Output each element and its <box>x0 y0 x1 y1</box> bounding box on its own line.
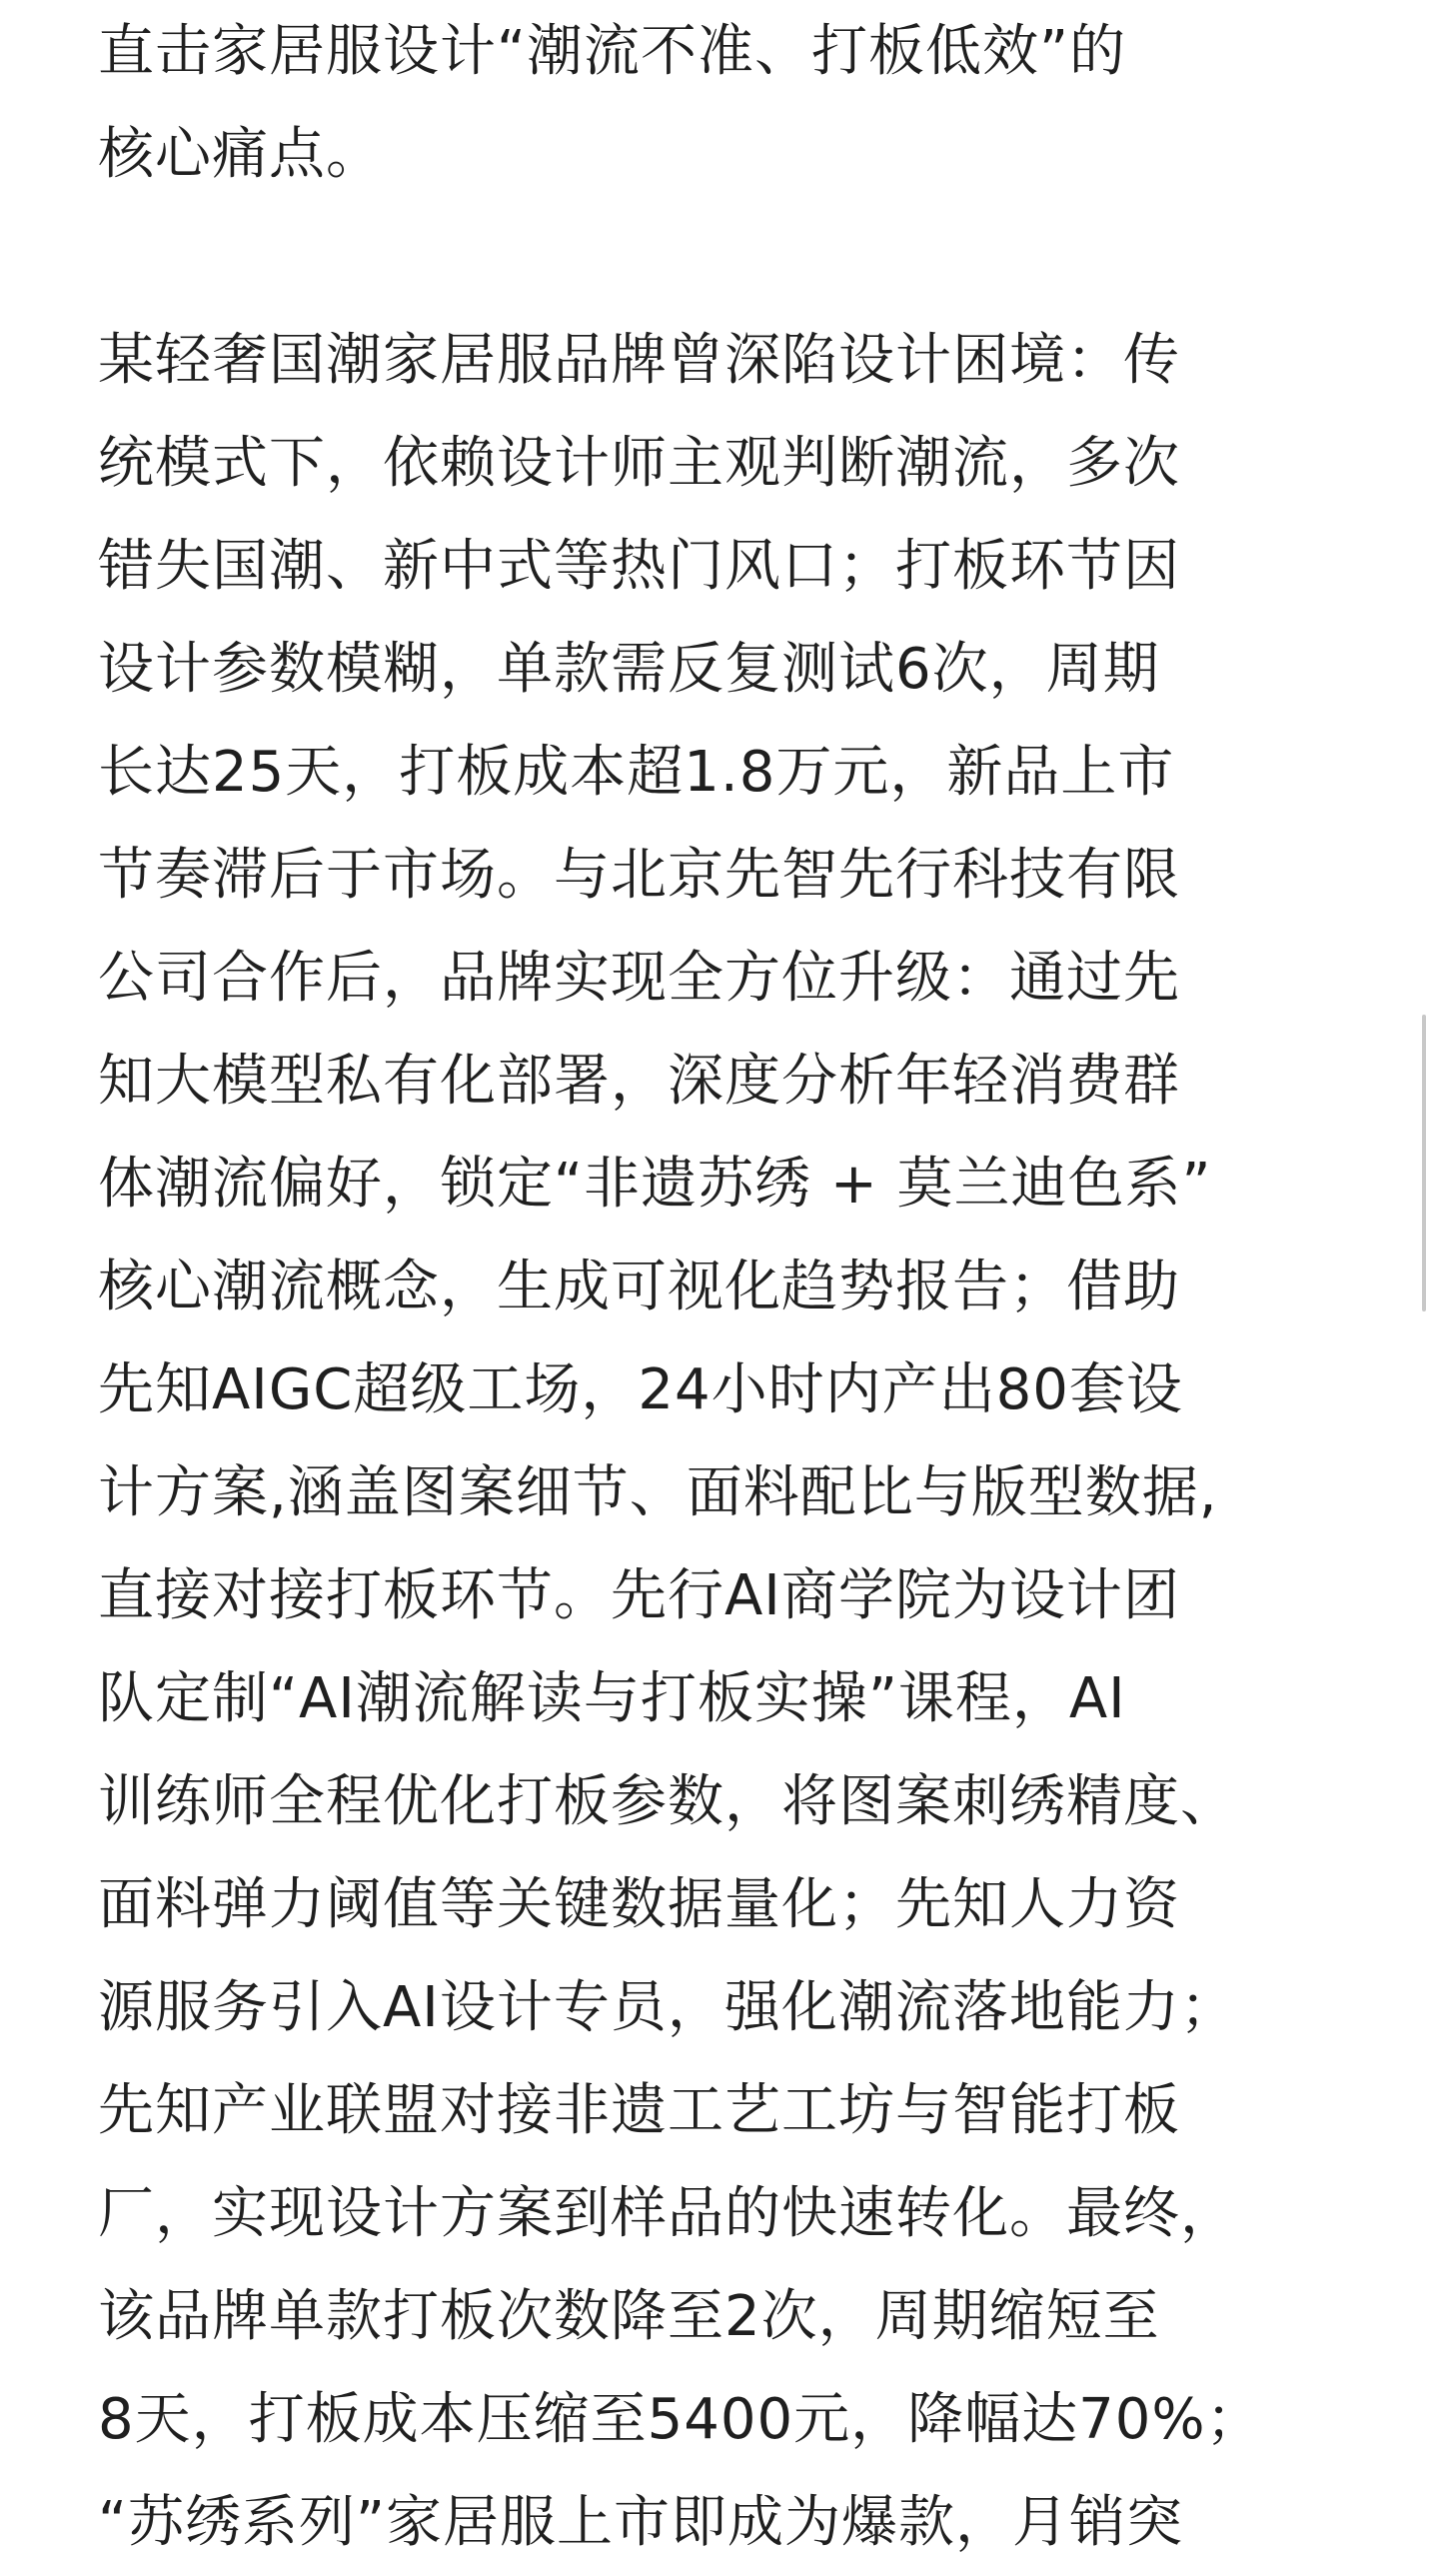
article-body <box>98 0 1357 2574</box>
paragraph-case-study: 某轻奢国潮家居服品牌曾深陷设计困境：传 统模式下，依赖设计师主观判断潮流，多次 错失国潮、新中式等热门风口；打板环节因 设计参数模糊，单款需反复测试6次，周期 长达25天，打板成本超1.8万元，新品上市 节奏滞后于市场。与北京先智先行科技有限 公司合作后，品牌实现全方位升级：通过先 知大模型私有化部署，深度分析年轻消费群 体潮流偏好，锁定“非遗苏绣 + 莫兰迪色系” 核心潮流概念，生成可视化趋势报告；借助 先知AIGC超级工场，24小时内产出80套设 计方案,涵盖图案细节、面料配比与版型数据, 直接对接打板环节。先行AI商学院为设计团 队定制“AI潮流解读与打板实操”课程，AI 训练师全程优化打板参数，将图案刺绣精度、 面料弹力阈值等关键数据量化；先知人力资 源服务引入AI设计专员，强化潮流落地能力； 先知产业联盟对接非遗工艺工坊与智能打板 厂，实现设计方案到样品的快速转化。最终， 该品牌单款打板次数降至2次，周期缩短至 8天，打板成本压缩至5400元，降幅达70%； “苏绣系列”家居服上市即成为爆款，月销突 <box>98 328 1263 2555</box>
vertical-scrollbar[interactable] <box>1422 1015 1426 1311</box>
paragraph-intro: 直击家居服设计“潮流不准、打板低效”的 核心痛点。 <box>98 19 1127 187</box>
